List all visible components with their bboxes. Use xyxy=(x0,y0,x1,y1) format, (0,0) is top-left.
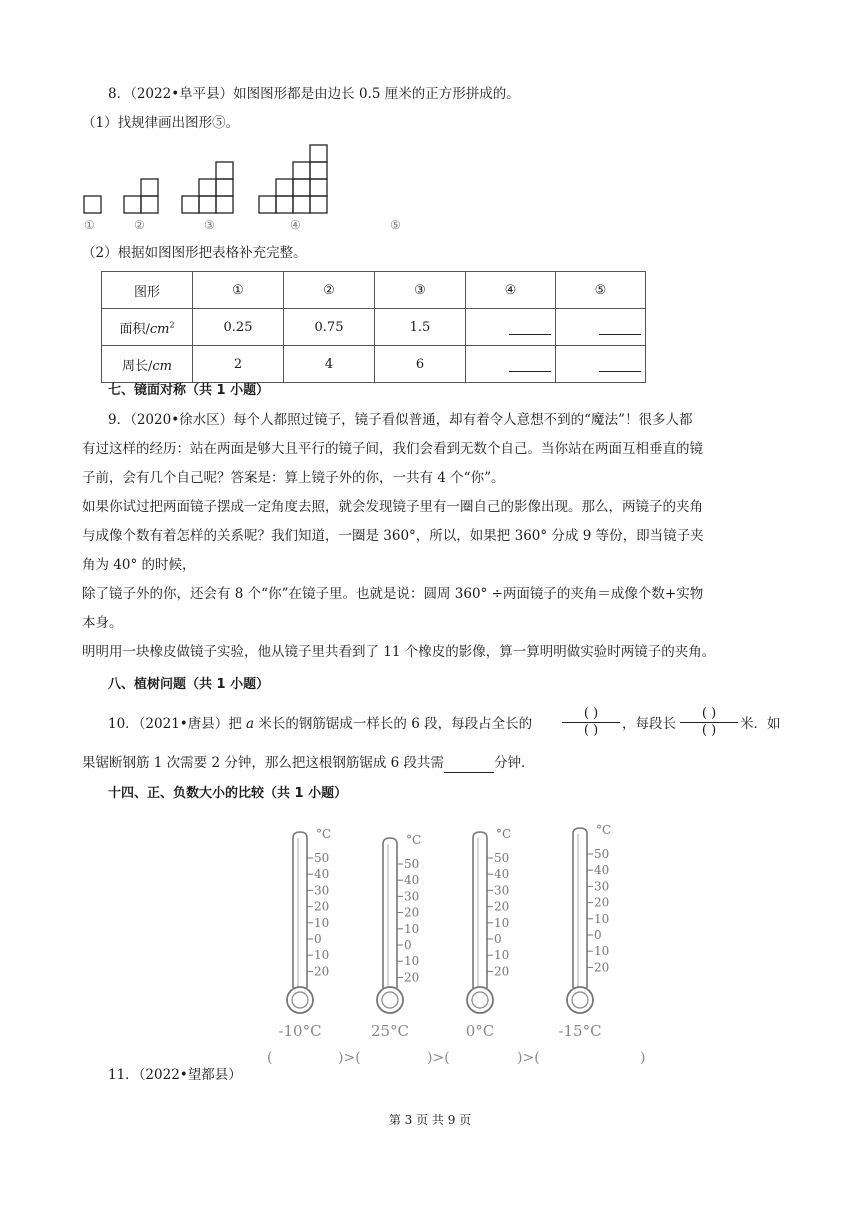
q9-line-5: 与成像个数有着怎样的关系呢？我们知道，一圈是 360°，所以，如果把 360° 分成 9 等份，即当镜子夹 xyxy=(82,528,704,544)
q9-line-7: 除了镜子外的你，还会有 8 个“你”在镜子里。也就是说：圆周 360° ÷两面镜子的夹角＝成像个数+实物 xyxy=(82,586,704,602)
unit-label: °C xyxy=(316,827,332,841)
header-cell: 图形 xyxy=(102,272,193,309)
q9-line-9: 明明用一块橡皮做镜子实验，他从镜子里共看到了 11 个橡皮的影像，算一算明明做实验时两镜子的夹角。 xyxy=(82,644,716,660)
scale-tick-label: 20 xyxy=(594,895,610,910)
area-cell: 0.75 xyxy=(284,309,375,346)
scale-tick-label: 50 xyxy=(314,851,330,865)
scale-tick-label: 0 xyxy=(494,932,502,946)
area-blank-4[interactable] xyxy=(466,309,556,346)
scale-tick-label: 30 xyxy=(494,883,510,898)
thermometer-reading: 25°C xyxy=(370,1022,410,1040)
q9-line-1: 9．（2020•徐水区）每个人都照过镜子，镜子看似普通，却有着令人意想不到的“魔法”！很多人都 xyxy=(108,412,693,428)
scale-tick-label: 40 xyxy=(314,867,330,882)
perim-cell: 2 xyxy=(193,346,284,383)
fraction-blank-1[interactable]: ( ) ( ) xyxy=(562,706,620,739)
thermometer xyxy=(466,827,511,1040)
fig-label-2: ② xyxy=(134,218,145,232)
page-footer: 第 3 页 共 9 页 xyxy=(388,1113,472,1127)
comparison-blank: )>( xyxy=(517,1050,540,1066)
scale-tick-label: 20 xyxy=(404,905,420,920)
unit-label: °C xyxy=(596,823,612,837)
q9-line-4: 如果你试过把两面镜子摆成一定角度去照，就会发现镜子里有一圈自己的影像出现。那么，两镜子的夹角 xyxy=(82,499,703,515)
scale-tick-label: 20 xyxy=(314,899,330,914)
minutes-blank[interactable] xyxy=(444,758,494,773)
q8-part2: （2）根据如图图形把表格补充完整。 xyxy=(82,245,307,261)
perim-blank-5[interactable] xyxy=(556,346,646,383)
q8-title: 8．（2022•阜平县）如图图形都是由边长 0.5 厘米的正方形拼成的。 xyxy=(108,86,520,102)
scale-tick-label: 10 xyxy=(314,915,330,930)
fig-label-5: ⑤ xyxy=(390,218,401,232)
scale-tick-label: 20 xyxy=(404,970,420,985)
scale-tick-label: 10 xyxy=(594,944,610,959)
header-cell: ① xyxy=(193,272,284,309)
perim-cell: 4 xyxy=(284,346,375,383)
scale-tick-label: 50 xyxy=(404,857,420,871)
unit-label: °C xyxy=(496,827,512,841)
unit-label: °C xyxy=(406,833,422,847)
comparison-blank: ( xyxy=(267,1050,273,1066)
thermometers-figure xyxy=(255,820,655,1080)
q10-text-d: 米．如 xyxy=(740,716,781,732)
thermometer xyxy=(558,823,611,1040)
q9-line-2: 有过这样的经历：站在两面是够大且平行的镜子间，我们会看到无数个自己。当你站在两面互相垂直的镜 xyxy=(82,441,703,457)
area-blank-5[interactable] xyxy=(556,309,646,346)
thermometer-reading: -15°C xyxy=(558,1022,602,1040)
fig-label-4: ④ xyxy=(290,218,301,232)
area-cell: 1.5 xyxy=(375,309,466,346)
q9-line-3: 子前，会有几个自己呢？答案是：算上镜子外的你，一共有 4 个“你”。 xyxy=(82,470,505,486)
scale-tick-label: 0 xyxy=(314,932,322,946)
scale-tick-label: 30 xyxy=(314,883,330,898)
scale-tick-label: 30 xyxy=(404,889,420,904)
scale-tick-label: 0 xyxy=(594,928,602,942)
q8-part1: （1）找规律画出图形⑤。 xyxy=(82,115,240,131)
header-cell: ④ xyxy=(466,272,556,309)
scale-tick-label: 10 xyxy=(494,915,510,930)
q9-line-6: 角为 40° 的时候， xyxy=(82,557,196,573)
scale-tick-label: 10 xyxy=(314,948,330,963)
perim-blank-4[interactable] xyxy=(466,346,556,383)
scale-tick-label: 50 xyxy=(494,851,510,865)
section-8-heading: 八、植树问题（共 1 小题） xyxy=(108,677,270,692)
thermometer-reading: -10°C xyxy=(278,1022,322,1040)
scale-tick-label: 0 xyxy=(404,938,412,952)
q10-line-2: 果锯断钢筋 1 次需要 2 分钟，那么把这根钢筋锯成 6 段共需 分钟． xyxy=(82,755,535,771)
fraction-blank-2[interactable]: ( ) ( ) xyxy=(680,706,738,739)
fig-label-3: ③ xyxy=(204,218,215,232)
scale-tick-label: 10 xyxy=(594,911,610,926)
section-7-heading: 七、镜面对称（共 1 小题） xyxy=(108,383,270,398)
thermometer-reading: 0°C xyxy=(465,1022,495,1040)
q8-table xyxy=(101,271,646,383)
scale-tick-label: 20 xyxy=(494,899,510,914)
scale-tick-label: 40 xyxy=(594,863,610,878)
perim-label: 周长/cm xyxy=(102,346,193,383)
perim-cell: 6 xyxy=(375,346,466,383)
scale-tick-label: 30 xyxy=(594,879,610,894)
scale-tick-label: 10 xyxy=(404,921,420,936)
comparison-blank: )>( xyxy=(338,1050,361,1066)
header-cell: ② xyxy=(284,272,375,309)
thermometer xyxy=(278,827,331,1040)
scale-tick-label: 40 xyxy=(494,867,510,882)
staircase-figures xyxy=(80,140,420,240)
section-14-heading: 十四、正、负数大小的比较（共 1 小题） xyxy=(108,786,348,801)
scale-tick-label: 50 xyxy=(594,847,610,861)
fig-label-1: ① xyxy=(84,218,95,232)
thermometer xyxy=(371,833,421,1040)
header-cell: ⑤ xyxy=(556,272,646,309)
comparison-blank: )>( xyxy=(427,1050,450,1066)
scale-tick-label: 20 xyxy=(494,964,510,979)
scale-tick-label: 10 xyxy=(404,954,420,969)
scale-tick-label: 20 xyxy=(314,964,330,979)
scale-tick-label: 40 xyxy=(404,873,420,888)
q10-line-1: 10．（2021•唐县）把 a 米长的钢筋锯成一样长的 6 段，每段占全长的 xyxy=(108,716,533,732)
comparison-blank: ) xyxy=(640,1050,646,1066)
fig1-square xyxy=(84,196,101,213)
header-cell: ③ xyxy=(375,272,466,309)
area-label: 面积$/cm^2$ xyxy=(102,309,193,346)
q9-line-8: 本身。 xyxy=(82,615,123,631)
scale-tick-label: 20 xyxy=(594,960,610,975)
q11-title: 11．（2022•望都县） xyxy=(108,1067,242,1083)
q10-text-c: ，每段长 xyxy=(622,716,676,732)
area-cell: 0.25 xyxy=(193,309,284,346)
scale-tick-label: 10 xyxy=(494,948,510,963)
